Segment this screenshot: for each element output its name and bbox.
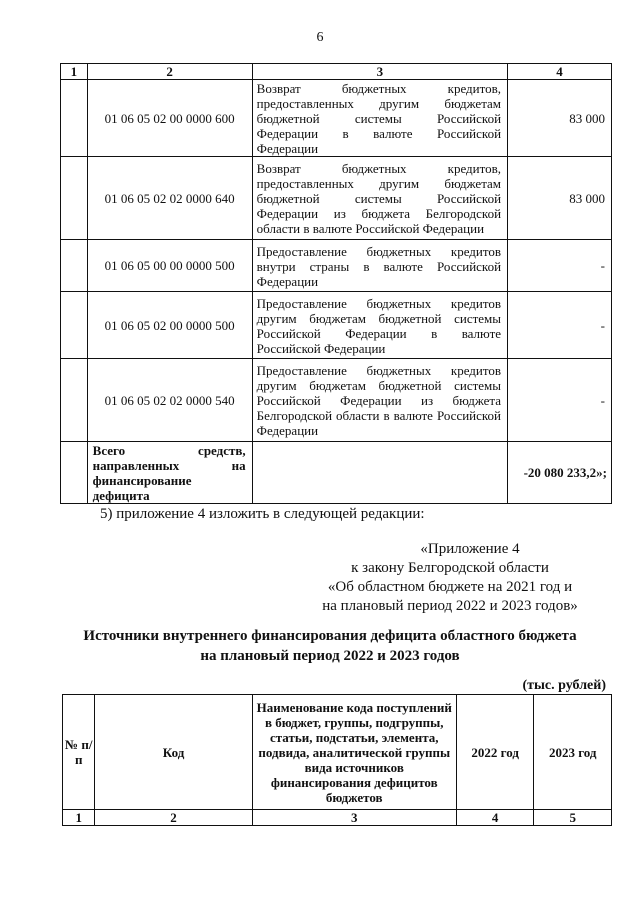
col-number: 2 bbox=[95, 810, 252, 826]
name-cell: Предоставление бюджетных кредитов внутри страны в валюте Российской Федерации bbox=[252, 240, 507, 292]
code-cell: 01 06 05 02 02 0000 640 bbox=[87, 157, 252, 240]
column-number-row bbox=[63, 810, 612, 826]
amendment-paragraph: 5) приложение 4 изложить в следующей редакции: bbox=[100, 506, 425, 522]
table-row bbox=[61, 80, 612, 157]
total-label: Всего средств, направленных на финансирование дефицита bbox=[87, 442, 252, 504]
appendix-line: к закону Белгородской области bbox=[351, 560, 549, 576]
name-cell: Предоставление бюджетных кредитов другим бюджетам бюджетной системы Российской Федерации в валюте Российской Федерации bbox=[252, 292, 507, 359]
col-number: 2 bbox=[87, 64, 252, 80]
header-row bbox=[63, 695, 612, 810]
col-header-number: № п/п bbox=[63, 695, 95, 810]
name-cell: Предоставление бюджетных кредитов другим бюджетам бюджетной системы Российской Федерации из бюджета Белгородской области в валюте Российской Федерации bbox=[252, 359, 507, 442]
code-cell: 01 06 05 00 00 0000 500 bbox=[87, 240, 252, 292]
page-number: 6 bbox=[316, 30, 324, 45]
table-row bbox=[61, 240, 612, 292]
row-number-cell bbox=[61, 292, 88, 359]
total-amount: -20 080 233,2»; bbox=[508, 442, 612, 504]
appendix-line: «Приложение 4 bbox=[420, 541, 520, 557]
document-title: Источники внутреннего финансирования дефицита областного бюджета на плановый период 2022 и 2023 годов bbox=[83, 628, 577, 664]
appendix-heading bbox=[300, 540, 600, 616]
table-row bbox=[61, 359, 612, 442]
name-cell: Возврат бюджетных кредитов, предоставленных другим бюджетам бюджетной системы Российской Федерации из бюджета Белгородской области в валюте Российской Федерации bbox=[252, 157, 507, 240]
amount-cell: - bbox=[508, 359, 612, 442]
code-cell: 01 06 05 02 00 0000 500 bbox=[87, 292, 252, 359]
col-header-name: Наименование кода поступлений в бюджет, группы, подгруппы, статьи, подстатьи, элемента, подвида, аналитической группы вида источников финансирования дефицитов бюджетов bbox=[252, 695, 456, 810]
appendix-line: «Об областном бюджете на 2021 год и bbox=[327, 579, 573, 595]
col-header-code: Код bbox=[95, 695, 252, 810]
row-number-cell bbox=[61, 80, 88, 157]
col-number: 1 bbox=[63, 810, 95, 826]
col-number: 3 bbox=[252, 64, 507, 80]
appendix-line: на плановый период 2022 и 2023 годов» bbox=[322, 598, 578, 614]
col-header-2023: 2023 год bbox=[534, 695, 612, 810]
col-number: 5 bbox=[534, 810, 612, 826]
code-cell: 01 06 05 02 02 0000 540 bbox=[87, 359, 252, 442]
col-number: 1 bbox=[61, 64, 88, 80]
col-number: 4 bbox=[508, 64, 612, 80]
col-number: 3 bbox=[252, 810, 456, 826]
amount-cell: - bbox=[508, 292, 612, 359]
empty-cell bbox=[252, 442, 507, 504]
column-number-row bbox=[61, 64, 612, 80]
col-header-2022: 2022 год bbox=[456, 695, 534, 810]
units-label: (тыс. рублей) bbox=[522, 678, 606, 693]
code-cell: 01 06 05 02 00 0000 600 bbox=[87, 80, 252, 157]
row-number-cell bbox=[61, 442, 88, 504]
table-row bbox=[61, 292, 612, 359]
sources-table-header bbox=[62, 694, 612, 826]
amount-cell: 83 000 bbox=[508, 157, 612, 240]
name-cell: Возврат бюджетных кредитов, предоставленных другим бюджетам бюджетной системы Российской Федерации в валюте Российской Федерации bbox=[252, 80, 507, 157]
col-number: 4 bbox=[456, 810, 534, 826]
amount-cell: 83 000 bbox=[508, 80, 612, 157]
row-number-cell bbox=[61, 157, 88, 240]
amount-cell: - bbox=[508, 240, 612, 292]
total-row bbox=[61, 442, 612, 504]
sources-table-continued bbox=[60, 63, 612, 504]
table-row bbox=[61, 157, 612, 240]
row-number-cell bbox=[61, 240, 88, 292]
row-number-cell bbox=[61, 359, 88, 442]
